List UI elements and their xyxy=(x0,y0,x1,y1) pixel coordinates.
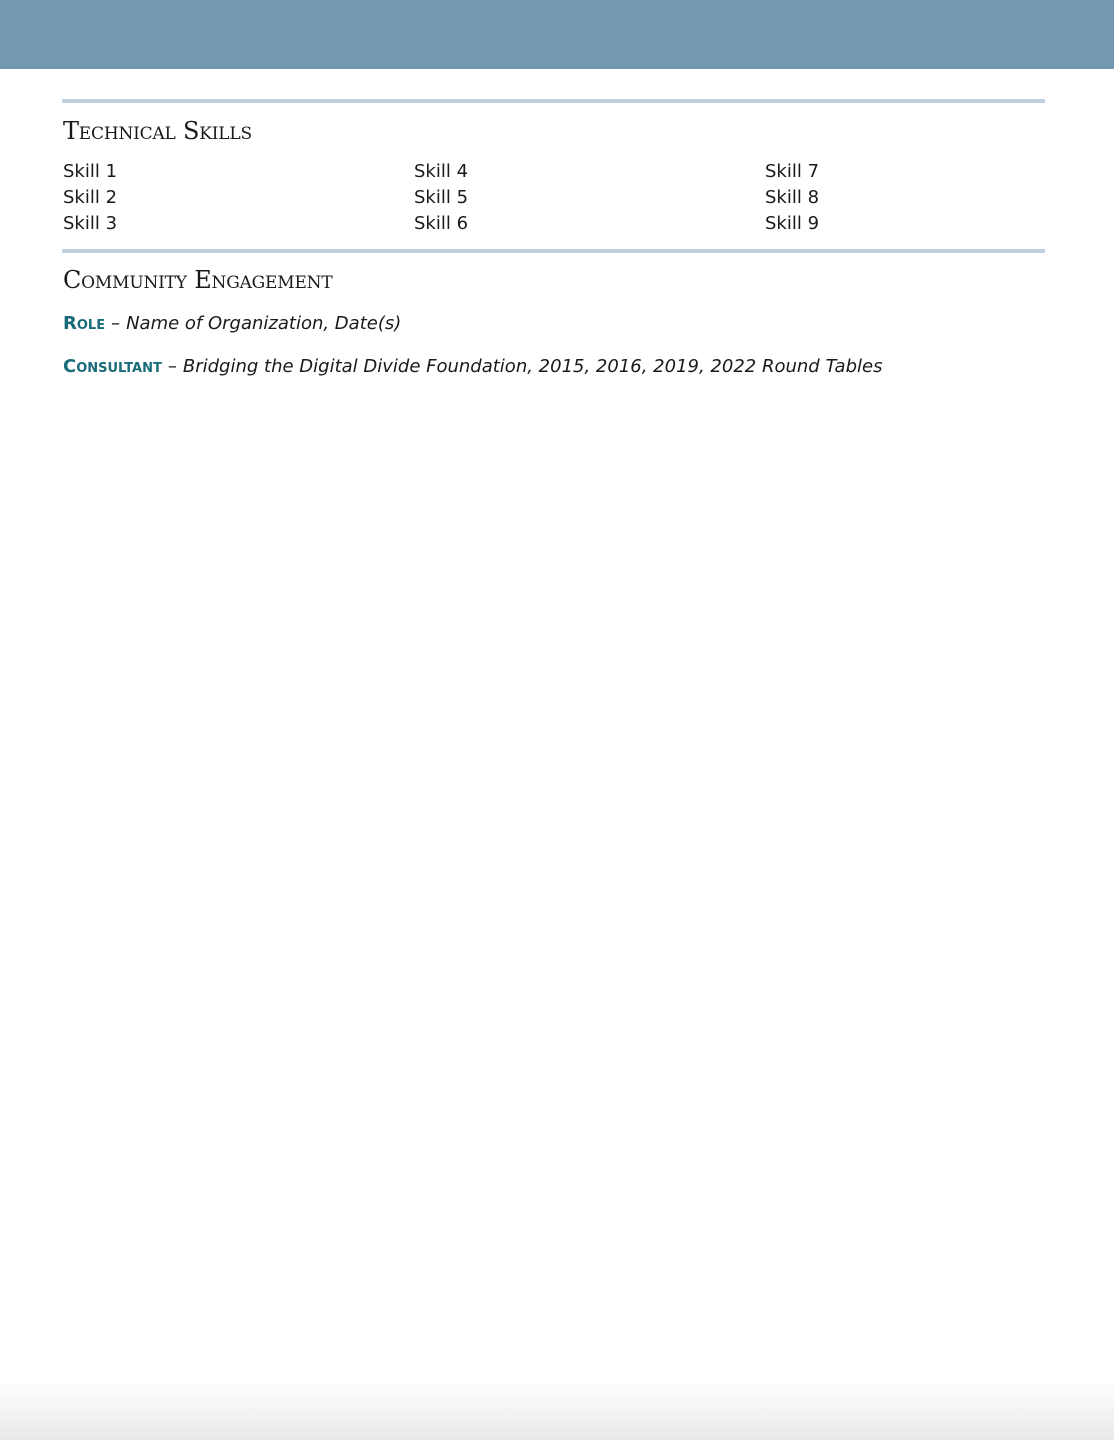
skills-column-2 xyxy=(414,159,765,237)
skills-grid xyxy=(63,159,1045,237)
engagement-entry xyxy=(63,312,1045,336)
skill-item: Skill 4 xyxy=(414,161,469,182)
header-band xyxy=(0,0,1114,69)
community-engagement-heading: Community Engagement xyxy=(63,266,333,294)
engagement-entry xyxy=(63,355,1045,379)
skills-column-1 xyxy=(63,159,414,237)
skill-item: Skill 8 xyxy=(765,187,820,208)
section-divider xyxy=(62,249,1045,253)
page-bottom-shadow xyxy=(0,1380,1114,1440)
entry-separator: – xyxy=(111,313,121,334)
entry-role: Role xyxy=(63,313,106,334)
skill-item: Skill 1 xyxy=(63,161,118,182)
technical-skills-heading: Technical Skills xyxy=(63,117,252,145)
skill-item: Skill 3 xyxy=(63,213,118,234)
skill-item: Skill 5 xyxy=(414,187,469,208)
skills-column-3 xyxy=(765,159,1045,237)
entry-separator: – xyxy=(167,356,177,377)
skill-item: Skill 2 xyxy=(63,187,118,208)
skill-item: Skill 9 xyxy=(765,213,820,234)
section-divider xyxy=(62,99,1045,103)
skill-item: Skill 7 xyxy=(765,161,820,182)
entry-details: Bridging the Digital Divide Foundation, 2015, 2016, 2019, 2022 Round Tables xyxy=(182,356,883,377)
resume-body xyxy=(62,99,1045,379)
skill-item: Skill 6 xyxy=(414,213,469,234)
entry-details: Name of Organization, Date(s) xyxy=(126,313,402,334)
entry-role: Consultant xyxy=(63,356,162,377)
